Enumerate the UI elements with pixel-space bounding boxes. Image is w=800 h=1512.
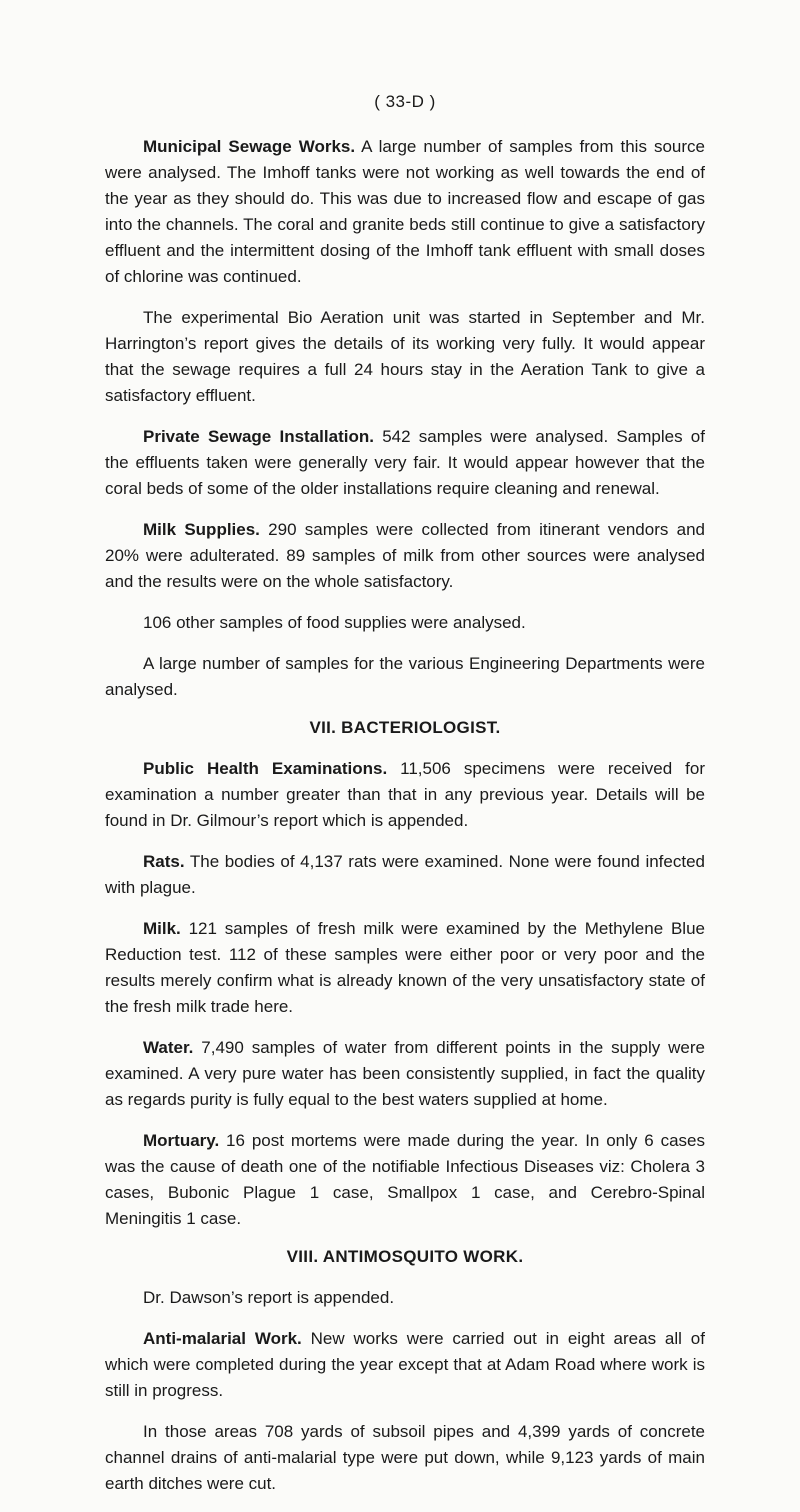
text-milk-supplies: 290 samples were collected from itinerant vendors and 20% were adulterated. 89 samples of milk from other sources were analysed and the results were on the whole satisfactory. <box>105 520 705 591</box>
heading-bacteriologist: VII. BACTERIOLOGIST. <box>309 718 501 737</box>
lead-mortuary: Mortuary. <box>143 1131 220 1150</box>
lead-public-health: Public Health Examinations. <box>143 759 388 778</box>
paragraph-areas: In those areas 708 yards of subsoil pipes and 4,399 yards of concrete channel drains of anti-malarial type were put down, while 9,123 yards of main earth ditches were cut. <box>105 1422 705 1493</box>
paragraph-private-sewage <box>105 424 705 502</box>
page-number: ( 33-D ) <box>374 92 436 111</box>
paragraph-engineering: A large number of samples for the various Engineering Departments were analysed. <box>105 654 705 699</box>
paragraph-milk <box>105 916 705 1020</box>
paragraph-antimalarial <box>105 1326 705 1404</box>
lead-milk-supplies: Milk Supplies. <box>143 520 260 539</box>
text-milk: 121 samples of fresh milk were examined by the Methylene Blue Reduction test. 112 of these samples were either poor or very poor and the results merely confirm what is already known of the very unsatisfactory state of the fresh milk trade here. <box>105 919 705 1016</box>
paragraph-milk-supplies <box>105 517 705 595</box>
paragraph-food-supplies: 106 other samples of food supplies were analysed. <box>143 613 526 632</box>
paragraph-dawson-report: Dr. Dawson’s report is appended. <box>143 1288 395 1307</box>
text-water: 7,490 samples of water from different points in the supply were examined. A very pure water has been consistently supplied, in fact the quality as regards purity is fully equal to the best waters supplied at home. <box>105 1038 705 1109</box>
lead-milk: Milk. <box>143 919 181 938</box>
heading-antimosquito: VIII. ANTIMOSQUITO WORK. <box>286 1247 524 1266</box>
text-private-sewage: 542 samples were analysed. Samples of the effluents taken were generally very fair. It would appear however that the coral beds of some of the older installations require cleaning and renewal. <box>105 427 705 498</box>
text-public-health: 11,506 specimens were received for examination a number greater than that in any previous year. Details will be found in Dr. Gilmour’s report which is appended. <box>105 759 705 830</box>
paragraph-water <box>105 1035 705 1113</box>
paragraph-rats <box>105 849 705 901</box>
lead-water: Water. <box>143 1038 194 1057</box>
text-mortuary: 16 post mortems were made during the year. In only 6 cases was the cause of death one of the notifiable Infectious Diseases viz: Cholera 3 cases, Bubonic Plague 1 case, Smallpox 1 case, and Cerebro-Spinal Meningitis 1 case. <box>105 1131 705 1228</box>
text-rats: The bodies of 4,137 rats were examined. None were found infected with plague. <box>105 852 705 897</box>
paragraph-public-health <box>105 756 705 834</box>
document-page <box>105 92 705 1512</box>
paragraph-municipal-sewage <box>105 134 705 290</box>
lead-municipal-sewage: Municipal Sewage Works. <box>143 137 356 156</box>
lead-antimalarial: Anti-malarial Work. <box>143 1329 302 1348</box>
lead-private-sewage: Private Sewage Installation. <box>143 427 374 446</box>
lead-rats: Rats. <box>143 852 185 871</box>
paragraph-mortuary <box>105 1128 705 1232</box>
text-antimalarial: New works were carried out in eight areas all of which were completed during the year except that at Adam Road where work is still in progress. <box>105 1329 705 1400</box>
paragraph-bio-aeration: The experimental Bio Aeration unit was started in September and Mr. Harrington’s report gives the details of its working very fully. It would appear that the sewage requires a full 24 hours stay in the Aeration Tank to give a satisfactory effluent. <box>105 308 705 405</box>
text-municipal-sewage: A large number of samples from this source were analysed. The Imhoff tanks were not working as well towards the end of the year as they should do. This was due to increased flow and escape of gas into the channels. The coral and granite beds still continue to give a satisfactory effluent and the intermittent dosing of the Imhoff tank effluent with small doses of chlorine was continued. <box>105 137 705 286</box>
